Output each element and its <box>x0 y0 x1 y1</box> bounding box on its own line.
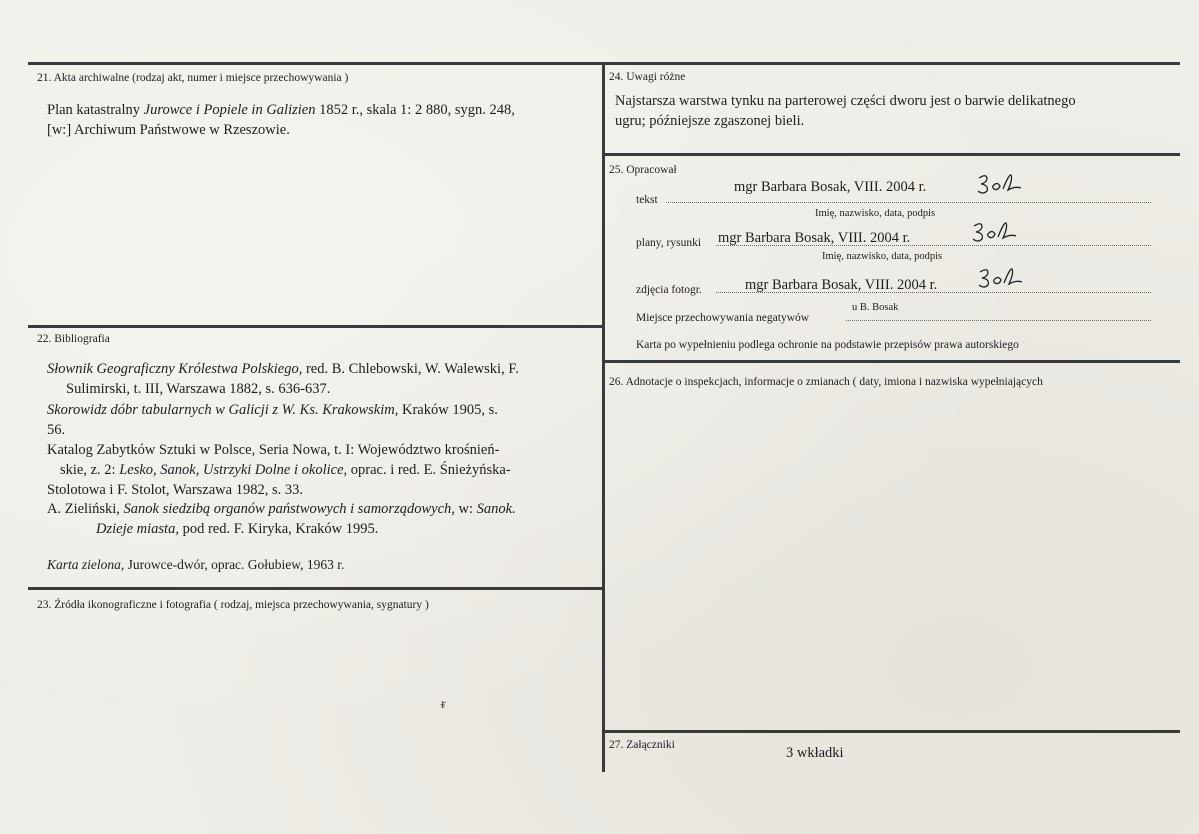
bib-2-rest: Kraków 1905, s. <box>398 402 498 418</box>
bib-5-title: Karta zielona, <box>47 557 125 572</box>
rule-25-26 <box>602 360 1180 363</box>
bib-3-line-3: Stolotowa i F. Stolot, Warszawa 1982, s. 33. <box>47 482 303 498</box>
section-22-label: 22. Bibliografia <box>37 333 110 345</box>
center-divider <box>602 62 605 772</box>
plany-label: plany, rysunki <box>636 237 702 249</box>
bib-4-subtitle: Dzieje miasta, <box>96 521 179 537</box>
signature-1 <box>975 172 1025 196</box>
ink-speck: ᵲ <box>441 697 446 712</box>
bib-4-title: Sanok siedzibą organów państwowych i samorządowych, <box>123 501 455 517</box>
bib-2-line-1 <box>47 401 498 420</box>
section-21-line-1 <box>47 101 515 120</box>
negatywy-line <box>846 320 1151 321</box>
s21-text: Plan katastralny <box>47 102 144 118</box>
section-24-label: 24. Uwagi różne <box>609 71 686 83</box>
tekst-line <box>666 202 1151 203</box>
bib-1-rest: red. B. Chlebowski, W. Walewski, F. <box>302 361 519 377</box>
section-24-line-2: ugru; późniejsze zgaszonej bieli. <box>615 113 805 129</box>
caption-2: Imię, nazwisko, data, podpis <box>822 251 943 262</box>
s21-text-rest: 1852 r., skala 1: 2 880, sygn. 248, <box>315 102 515 118</box>
bib-4-series: Sanok. <box>476 501 516 517</box>
bib-4-line-2 <box>96 520 378 539</box>
bib-2-line-2: 56. <box>47 422 66 438</box>
section-21-label: 21. Akta archiwalne (rodzaj akt, numer i miejsce przechowywania ) <box>37 72 349 84</box>
negatywy-label: Miejsce przechowywania negatywów <box>636 312 810 324</box>
bib-3-text: skie, z. 2: <box>60 462 120 478</box>
section-23-label: 23. Źródła ikonograficzne i fotografia ( rodzaj, miejsca przechowywania, sygnatury ) <box>37 599 429 611</box>
section-21-line-2: [w:] Archiwum Państwowe w Rzeszowie. <box>47 122 290 138</box>
signature-3 <box>976 266 1026 290</box>
bib-4-w: w: <box>454 501 477 517</box>
section-25-label: 25. Opracował <box>609 164 677 176</box>
bib-1-line-2: Sulimirski, t. III, Warszawa 1882, s. 636-637. <box>66 381 331 397</box>
negatywy-value: u B. Bosak <box>852 302 899 313</box>
bib-3-title: Lesko, Sanok, Ustrzyki Dolne i okolice, <box>119 462 348 478</box>
rule-26-27 <box>602 730 1180 733</box>
rule-24-25 <box>602 153 1180 156</box>
bib-2-title: Skorowidz dóbr tabularnych w Galicji z W. Ks. Krakowskim, <box>47 402 399 418</box>
plany-value: mgr Barbara Bosak, VIII. 2004 r. <box>718 230 911 246</box>
copyright-note: Karta po wypełnieniu podlega ochronie na podstawie przepisów prawa autorskiego <box>636 339 1019 351</box>
bib-5-rest: Jurowce-dwór, oprac. Gołubiew, 1963 r. <box>124 557 345 572</box>
caption-1: Imię, nazwisko, data, podpis <box>815 208 936 219</box>
bib-3-rest: oprac. i red. E. Śnieżyńska- <box>347 462 511 478</box>
bib-4-author: A. Zieliński, <box>47 501 124 517</box>
bib-5-line <box>47 557 344 573</box>
bib-1-line-1 <box>47 360 519 379</box>
bib-4-line-1 <box>47 500 516 519</box>
rule-22-23 <box>28 587 604 590</box>
bib-1-title: Słownik Geograficzny Królestwa Polskiego, <box>47 361 303 377</box>
zdjecia-value: mgr Barbara Bosak, VIII. 2004 r. <box>745 277 938 293</box>
tekst-label: tekst <box>636 194 658 206</box>
bib-3-line-1: Katalog Zabytków Sztuki w Polsce, Seria Nowa, t. I: Województwo krośnień- <box>47 442 500 458</box>
bib-4-rest: pod red. F. Kiryka, Kraków 1995. <box>178 521 379 537</box>
tekst-value: mgr Barbara Bosak, VIII. 2004 r. <box>734 179 927 195</box>
signature-2 <box>970 220 1020 244</box>
section-26-label: 26. Adnotacje o inspekcjach, informacje o zmianach ( daty, imiona i nazwiska wypełniających <box>609 376 1043 388</box>
section-27-label: 27. Załączniki <box>609 739 675 751</box>
s21-title: Jurowce i Popiele in Galizien <box>143 102 316 118</box>
rule-21-22 <box>28 325 604 328</box>
zdjecia-label: zdjęcia fotogr. <box>636 284 702 296</box>
bib-3-line-2 <box>60 461 511 480</box>
section-24-line-1: Najstarsza warstwa tynku na parterowej części dworu jest o barwie delikatnego <box>615 93 1076 109</box>
attachments-value: 3 wkładki <box>786 745 844 761</box>
